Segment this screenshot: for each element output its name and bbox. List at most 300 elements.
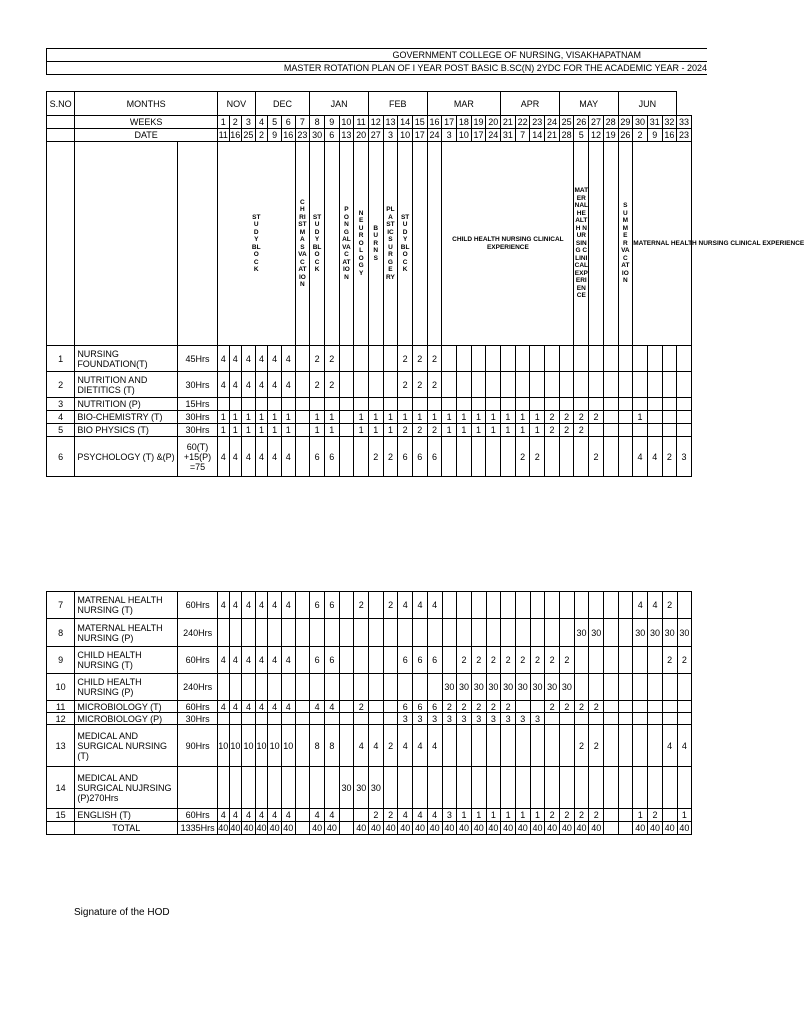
week-hours-cell: 30	[662, 619, 677, 647]
rotation-label: CHRISTMAS VACATION	[298, 198, 307, 288]
week-date: 31	[501, 129, 516, 142]
week-date: 17	[412, 129, 427, 142]
week-hours-cell: 4	[217, 372, 229, 398]
hours-cell: 240Hrs	[178, 619, 218, 647]
week-hours-cell: 2	[412, 372, 427, 398]
week-hours-cell: 1	[383, 424, 398, 437]
week-hours-cell: 4	[255, 592, 268, 619]
total-week-cell: 40	[230, 823, 241, 833]
week-hours-cell: 2	[324, 346, 339, 372]
subject-name: MATRENAL HEALTH NURSING (T)	[75, 592, 178, 619]
week-hours-cell	[486, 398, 501, 411]
week-hours-cell	[486, 767, 501, 809]
rotation-label: STUDY BLOCK	[251, 213, 261, 273]
week-hours-cell: 3	[442, 713, 457, 725]
week-hours-cell: 6	[413, 647, 428, 674]
week-hours-cell	[633, 713, 648, 725]
week-hours-cell	[383, 619, 398, 647]
week-hours-cell: 2	[545, 424, 560, 437]
week-number: 10	[339, 116, 354, 129]
week-hours-cell: 4	[229, 346, 242, 372]
week-hours-cell	[618, 346, 633, 372]
week-hours-cell: 4	[229, 647, 242, 674]
week-hours-cell	[677, 701, 692, 713]
total-row	[47, 822, 707, 835]
week-hours-cell	[442, 647, 457, 674]
week-hours-cell	[603, 437, 618, 477]
week-hours-cell: 2	[398, 346, 413, 372]
week-hours-cell	[471, 619, 486, 647]
week-hours-cell: 4	[325, 701, 340, 713]
week-hours-cell: 1	[229, 411, 242, 424]
week-hours-cell	[574, 346, 589, 372]
week-hours-cell	[383, 647, 398, 674]
total-week-cell: 40	[560, 822, 575, 835]
total-week-cell	[295, 822, 310, 835]
hours-cell: 30Hrs	[178, 411, 218, 424]
week-hours-cell: 30	[471, 674, 486, 701]
week-hours-cell: 4	[369, 725, 384, 767]
week-date: 10	[457, 129, 472, 142]
week-hours-cell	[217, 398, 229, 411]
week-number: 28	[603, 116, 618, 129]
week-hours-cell	[530, 725, 545, 767]
subject-row	[47, 713, 707, 725]
month-header: MAY	[559, 92, 618, 116]
sno-cell: 11	[47, 701, 75, 713]
week-hours-cell: 30	[515, 674, 530, 701]
subject-name: MEDICAL AND SURGICAL NUJRSING (P)270Hrs	[75, 767, 178, 809]
sno-header: S.NO	[47, 92, 75, 116]
week-hours-cell	[218, 713, 230, 725]
week-hours-cell	[339, 725, 354, 767]
week-hours-cell	[242, 713, 256, 725]
blank-cell	[603, 142, 618, 346]
week-hours-cell	[633, 701, 648, 713]
total-week-cell: 40	[383, 822, 398, 835]
hours-cell: 90Hrs	[178, 725, 218, 767]
week-date: 3	[383, 129, 398, 142]
week-hours-cell: 1	[255, 411, 268, 424]
week-date: 24	[486, 129, 501, 142]
subject-name: MICROBIOLOGY (P)	[75, 713, 178, 725]
blank-cell	[178, 142, 218, 346]
hours-cell: 30Hrs	[178, 713, 218, 725]
week-hours-cell: 1	[530, 424, 545, 437]
week-hours-cell	[281, 674, 295, 701]
week-hours-cell: 4	[217, 437, 229, 477]
week-hours-cell	[471, 725, 486, 767]
week-hours-cell: 3	[398, 713, 413, 725]
week-hours-cell: 1	[324, 424, 339, 437]
total-week-cell: 40	[589, 822, 604, 835]
week-hours-cell	[677, 713, 692, 725]
week-hours-cell	[545, 592, 560, 619]
subject-row	[47, 592, 707, 619]
week-date: 16	[662, 129, 677, 142]
week-hours-cell	[662, 767, 677, 809]
week-hours-cell	[442, 346, 457, 372]
week-hours-cell: 6	[325, 592, 340, 619]
week-hours-cell: 4	[255, 346, 268, 372]
week-date: 9	[647, 129, 662, 142]
week-number: 19	[471, 116, 486, 129]
week-hours-cell	[229, 398, 242, 411]
week-hours-cell	[647, 424, 662, 437]
sno-cell: 12	[47, 713, 75, 725]
total-week-cell: 40	[256, 823, 267, 833]
week-hours-cell: 1	[229, 424, 242, 437]
week-hours-cell	[501, 372, 516, 398]
subject-name: PSYCHOLOGY (T) &(P)	[75, 437, 178, 477]
week-hours-cell	[647, 346, 662, 372]
week-number: 6	[281, 116, 295, 129]
week-hours-cell: 1	[242, 424, 256, 437]
hours-cell: 30Hrs	[178, 372, 218, 398]
week-date: 10	[398, 129, 413, 142]
week-hours-cell: 1	[530, 809, 545, 822]
sno-cell: 6	[47, 437, 75, 477]
week-hours-cell: 4	[255, 437, 268, 477]
total-hours: 1335Hrs	[178, 822, 218, 835]
week-hours-cell: 4	[325, 809, 340, 822]
week-hours-cell	[589, 647, 604, 674]
week-hours-cell: 2	[486, 647, 501, 674]
week-hours-cell	[442, 592, 457, 619]
week-hours-cell: 2	[310, 372, 325, 398]
week-hours-cell	[295, 346, 310, 372]
week-hours-cell	[604, 767, 619, 809]
week-hours-cell	[501, 767, 516, 809]
week-number: 3	[242, 116, 256, 129]
rotation-label: BURNS	[373, 224, 379, 262]
week-hours-cell: 1	[368, 411, 383, 424]
week-hours-cell	[603, 398, 618, 411]
week-hours-cell: 4	[268, 701, 282, 713]
total-week-cell: 40	[530, 822, 545, 835]
week-hours-cell: 4	[242, 372, 256, 398]
week-hours-cell: 4	[281, 346, 295, 372]
week-date: 24	[427, 129, 442, 142]
week-hours-cell	[369, 713, 384, 725]
week-hours-cell: 4	[648, 592, 663, 619]
blank-cell	[427, 142, 442, 346]
week-hours-cell: 4	[427, 809, 442, 822]
sno-cell: 15	[47, 809, 75, 822]
total-week-cell: 40	[427, 822, 442, 835]
week-hours-cell: 1	[268, 424, 282, 437]
week-hours-cell	[354, 437, 369, 477]
week-hours-cell	[295, 713, 310, 725]
total-week-cell: 40	[310, 822, 325, 835]
week-hours-cell	[339, 592, 354, 619]
week-hours-cell	[295, 398, 310, 411]
week-hours-cell: 30	[589, 619, 604, 647]
week-hours-cell: 30	[442, 674, 457, 701]
week-hours-cell	[662, 346, 677, 372]
week-hours-cell: 2	[427, 424, 442, 437]
week-hours-cell: 1	[457, 411, 472, 424]
week-hours-cell: 30	[354, 767, 369, 809]
week-hours-cell: 4	[255, 809, 268, 822]
week-hours-cell: 1	[427, 411, 442, 424]
subject-name: CHILD HEALTH NURSING (T)	[75, 647, 178, 674]
sno-cell: 8	[47, 619, 75, 647]
week-hours-cell: 4	[268, 346, 282, 372]
week-hours-cell: 1	[633, 809, 648, 822]
week-hours-cell: 4	[281, 701, 295, 713]
week-hours-cell: 4	[427, 725, 442, 767]
subject-name: NURSING FOUNDATION(T)	[75, 346, 178, 372]
week-hours-cell	[255, 619, 268, 647]
week-hours-cell: 3	[501, 713, 516, 725]
week-number: 24	[545, 116, 560, 129]
week-date: 2	[255, 129, 268, 142]
rotation-label: PLASTIC SURGERY	[386, 206, 395, 281]
week-hours-cell	[218, 767, 230, 809]
week-number: 29	[618, 116, 633, 129]
week-hours-cell	[229, 767, 242, 809]
week-hours-cell: 4	[242, 809, 256, 822]
month-header: DEC	[255, 92, 310, 116]
week-hours-cell	[295, 725, 310, 767]
week-hours-cell: 2	[515, 437, 530, 477]
total-week-cell: 40	[471, 822, 486, 835]
week-hours-cell: 2	[545, 647, 560, 674]
week-number: 33	[677, 116, 692, 129]
subject-row	[47, 674, 707, 701]
subject-row	[47, 372, 707, 398]
week-hours-cell: 8	[325, 725, 340, 767]
week-hours-cell: 4	[413, 809, 428, 822]
week-hours-cell: 8	[310, 725, 325, 767]
week-hours-cell	[339, 701, 354, 713]
week-hours-cell	[427, 767, 442, 809]
week-hours-cell	[368, 398, 383, 411]
rotation-burns	[368, 142, 383, 346]
week-hours-cell	[383, 767, 398, 809]
week-hours-cell	[530, 592, 545, 619]
week-hours-cell	[486, 372, 501, 398]
week-hours-cell	[218, 674, 230, 701]
week-hours-cell: 2	[662, 592, 677, 619]
week-hours-cell	[383, 713, 398, 725]
week-hours-cell	[604, 674, 619, 701]
week-hours-cell	[589, 713, 604, 725]
week-hours-cell: 30	[633, 619, 648, 647]
week-hours-cell: 1	[501, 424, 516, 437]
week-hours-cell	[662, 424, 677, 437]
week-hours-cell: 1	[633, 411, 648, 424]
week-hours-cell	[268, 398, 282, 411]
week-hours-cell	[383, 674, 398, 701]
week-hours-cell: 1	[486, 411, 501, 424]
week-date: 5	[574, 129, 589, 142]
week-hours-cell	[398, 674, 413, 701]
week-hours-cell	[310, 398, 325, 411]
week-hours-cell: 10	[229, 725, 242, 767]
week-hours-cell: 4	[229, 437, 242, 477]
rotation-neurology	[354, 142, 369, 346]
blank-cell	[75, 142, 178, 346]
subject-row	[47, 398, 707, 411]
subject-name: NUTRITION AND DIETITICS (T)	[75, 372, 178, 398]
week-hours-cell: 1	[268, 411, 282, 424]
blank-cell	[47, 116, 75, 129]
blank-cell	[47, 142, 75, 346]
week-hours-cell: 6	[427, 647, 442, 674]
week-hours-cell	[515, 592, 530, 619]
week-hours-cell: 2	[560, 809, 575, 822]
week-hours-cell	[398, 398, 413, 411]
week-hours-cell	[310, 767, 325, 809]
week-date: 30	[310, 129, 325, 142]
week-hours-cell	[457, 398, 472, 411]
week-hours-cell	[412, 398, 427, 411]
week-hours-cell: 1	[515, 411, 530, 424]
week-date: 26	[618, 129, 633, 142]
total-week-cell: 40	[243, 823, 254, 833]
week-hours-cell: 3	[515, 713, 530, 725]
week-hours-cell	[618, 647, 633, 674]
week-hours-cell: 4	[281, 809, 295, 822]
week-hours-cell: 4	[398, 725, 413, 767]
week-hours-cell: 1	[281, 411, 295, 424]
week-hours-cell	[457, 346, 472, 372]
week-hours-cell	[559, 346, 574, 372]
week-hours-cell	[662, 713, 677, 725]
week-hours-cell	[648, 701, 663, 713]
week-hours-cell: 3	[413, 713, 428, 725]
week-hours-cell	[574, 437, 589, 477]
hours-cell: 45Hrs	[178, 346, 218, 372]
total-week-cell: 40	[354, 822, 369, 835]
week-hours-cell: 2	[574, 725, 589, 767]
week-hours-cell	[295, 619, 310, 647]
week-hours-cell: 2	[368, 437, 383, 477]
week-hours-cell	[442, 725, 457, 767]
week-hours-cell: 4	[218, 809, 230, 822]
week-hours-cell: 4	[268, 372, 282, 398]
week-hours-cell: 4	[242, 346, 256, 372]
rotation-child-health	[442, 142, 574, 346]
week-hours-cell	[560, 725, 575, 767]
total-week-cell	[604, 822, 619, 835]
total-week-cell: 40	[677, 822, 692, 835]
week-hours-cell: 2	[589, 701, 604, 713]
week-hours-cell	[545, 619, 560, 647]
week-hours-cell: 30	[648, 619, 663, 647]
week-hours-cell	[354, 398, 369, 411]
week-number: 15	[412, 116, 427, 129]
rotation-pongal	[339, 142, 354, 346]
week-hours-cell: 1	[383, 411, 398, 424]
week-hours-cell: 2	[412, 346, 427, 372]
week-hours-cell: 2	[383, 437, 398, 477]
week-hours-cell	[457, 619, 472, 647]
week-hours-cell: 4	[281, 372, 295, 398]
week-date: 13	[339, 129, 354, 142]
week-hours-cell: 2	[471, 701, 486, 713]
week-hours-cell	[501, 398, 516, 411]
week-hours-cell: 1	[471, 809, 486, 822]
week-date: 23	[677, 129, 692, 142]
week-hours-cell	[515, 725, 530, 767]
week-hours-cell: 30	[560, 674, 575, 701]
week-hours-cell: 1	[368, 424, 383, 437]
week-hours-cell	[574, 674, 589, 701]
week-hours-cell	[471, 767, 486, 809]
week-hours-cell	[295, 411, 310, 424]
week-hours-cell: 4	[268, 647, 282, 674]
rotation-maternal-health	[633, 142, 804, 346]
week-hours-cell: 1	[486, 424, 501, 437]
week-hours-cell	[501, 346, 516, 372]
week-hours-cell: 2	[545, 411, 560, 424]
week-hours-cell: 3	[471, 713, 486, 725]
week-hours-cell: 6	[310, 437, 325, 477]
rotation-table-part-2	[46, 591, 707, 835]
week-hours-cell: 4	[633, 592, 648, 619]
week-hours-cell: 2	[369, 809, 384, 822]
week-hours-cell	[339, 437, 354, 477]
week-hours-cell: 4	[218, 701, 230, 713]
week-hours-cell: 4	[218, 647, 230, 674]
week-date: 9	[268, 129, 282, 142]
week-hours-cell	[383, 701, 398, 713]
total-week-cell: 40	[545, 822, 560, 835]
week-hours-cell: 2	[574, 809, 589, 822]
week-hours-cell	[295, 647, 310, 674]
week-date: 28	[559, 129, 574, 142]
week-hours-cell	[530, 701, 545, 713]
week-hours-cell	[677, 767, 692, 809]
week-hours-cell: 1	[530, 411, 545, 424]
week-hours-cell	[560, 713, 575, 725]
week-hours-cell	[354, 346, 369, 372]
week-hours-cell: 4	[354, 725, 369, 767]
week-hours-cell	[339, 424, 354, 437]
week-hours-cell: 4	[413, 592, 428, 619]
total-week-cell: 40	[369, 822, 384, 835]
week-hours-cell	[368, 346, 383, 372]
week-hours-cell	[647, 411, 662, 424]
week-hours-cell	[530, 346, 545, 372]
week-hours-cell	[618, 372, 633, 398]
subject-row	[47, 701, 707, 713]
week-hours-cell	[603, 424, 618, 437]
week-number: 9	[324, 116, 339, 129]
week-hours-cell	[633, 674, 648, 701]
week-hours-cell: 1	[442, 424, 457, 437]
week-hours-cell: 2	[545, 701, 560, 713]
week-hours-cell	[633, 725, 648, 767]
sno-cell: 2	[47, 372, 75, 398]
total-week-cell: 40	[283, 823, 294, 833]
rotation-label: PONGAL VACATION	[342, 206, 351, 281]
subject-row	[47, 647, 707, 674]
week-hours-cell	[618, 592, 633, 619]
blank-cell	[47, 822, 75, 835]
week-hours-cell: 30	[369, 767, 384, 809]
week-hours-cell: 2	[662, 647, 677, 674]
week-hours-cell	[618, 398, 633, 411]
sno-cell: 10	[47, 674, 75, 701]
week-hours-cell	[618, 424, 633, 437]
week-hours-cell: 10	[268, 725, 282, 767]
week-hours-cell	[515, 619, 530, 647]
week-hours-cell	[413, 619, 428, 647]
